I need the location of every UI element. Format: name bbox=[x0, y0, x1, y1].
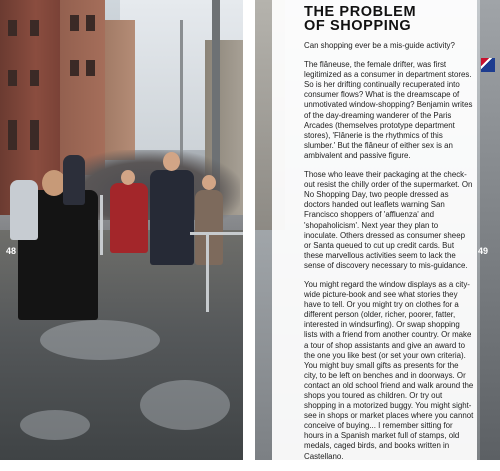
pedestrian-head bbox=[163, 152, 180, 171]
article-title-line1: THE PROBLEM bbox=[304, 4, 417, 20]
building-left-3 bbox=[105, 20, 135, 160]
building-window bbox=[30, 20, 39, 36]
paragraph-flaneuse: The flâneuse, the female drifter, was first legitimized as a consumer in department stores. So is her drifting continually recuperated into consumer flows? What is the dreamscape of unmotivated window-shopping? Benjamin writes of the day-dreaming wanderer of the Paris Arcades (themselves prototype department stores), 'Flânerie is the rhythmics of this slumber.' But the flâneur of either sex is an ambivalent and passive figure. bbox=[304, 60, 473, 160]
article-title bbox=[304, 5, 474, 33]
railing bbox=[190, 232, 243, 235]
building-window bbox=[86, 15, 95, 31]
union-flag bbox=[481, 58, 495, 72]
railing-post bbox=[100, 195, 103, 255]
left-page-number: 48 bbox=[6, 246, 17, 256]
building-window bbox=[8, 20, 17, 36]
paragraph-suggestions: You might regard the window displays as a city-wide picture-book and see what stories they have to tell. Or you might try on clothes for a different person (older, richer, poorer, fatter, interested in windsurfing). Or swap shopping lists with a friend from another country. Or make a tour of shop assistants and give an award to the one you like best (or set your own criteria). You might buy small gifts as presents for the city, to be left on benches and in doorways. Or contact an old school friend and walk around the shops you toured as children. Or try out shopping in a motorized buggy. You might sight-see in shops or market places where you cannot conceive of buying... I remember sitting for hours in a Spanish market full of stamps, old medals, caged birds, and books written in Castellano. bbox=[304, 279, 474, 461]
pedestrian-head bbox=[121, 170, 135, 185]
paragraph-no-shopping-day: Those who leave their packaging at the check-out resist the chilly order of the supermarket. On No Shopping Day, two people dressed as doctors handed out leaflets warning San Francisco shoppers of 'affluenza' and 'shopaholicism'. Next year they plan to inoculate. Others dressed as consumer sheep or Santa queued to cut up credit cards. But these marvellous activities seem to lack the sense of discovery necessary to mis-guidance. bbox=[304, 170, 473, 270]
shop-window bbox=[30, 120, 39, 150]
article-title-line2: OF SHOPPING bbox=[304, 18, 412, 34]
left-page-photo bbox=[0, 0, 243, 460]
reflection bbox=[20, 410, 90, 440]
pedestrian-brown-coat bbox=[195, 190, 223, 265]
railing-post bbox=[206, 232, 209, 312]
pedestrian-light-jacket bbox=[10, 180, 38, 240]
building-window bbox=[70, 60, 79, 76]
right-page-number: 49 bbox=[478, 246, 489, 256]
building-window bbox=[30, 70, 39, 86]
shop-window bbox=[8, 120, 17, 150]
pedestrian-dark-jacket bbox=[150, 170, 194, 265]
reflection bbox=[40, 320, 160, 360]
article bbox=[304, 5, 474, 471]
building-window bbox=[8, 70, 17, 86]
building-left-2 bbox=[60, 0, 105, 175]
building-window bbox=[86, 60, 95, 76]
pedestrian-red-jacket bbox=[110, 183, 148, 253]
pedestrian-head bbox=[202, 175, 216, 190]
reflection bbox=[140, 380, 230, 430]
building-window bbox=[70, 15, 79, 31]
paragraph-intro: Can shopping ever be a mis-guide activity? bbox=[304, 41, 455, 50]
pedestrian-dark-hood bbox=[63, 155, 85, 205]
